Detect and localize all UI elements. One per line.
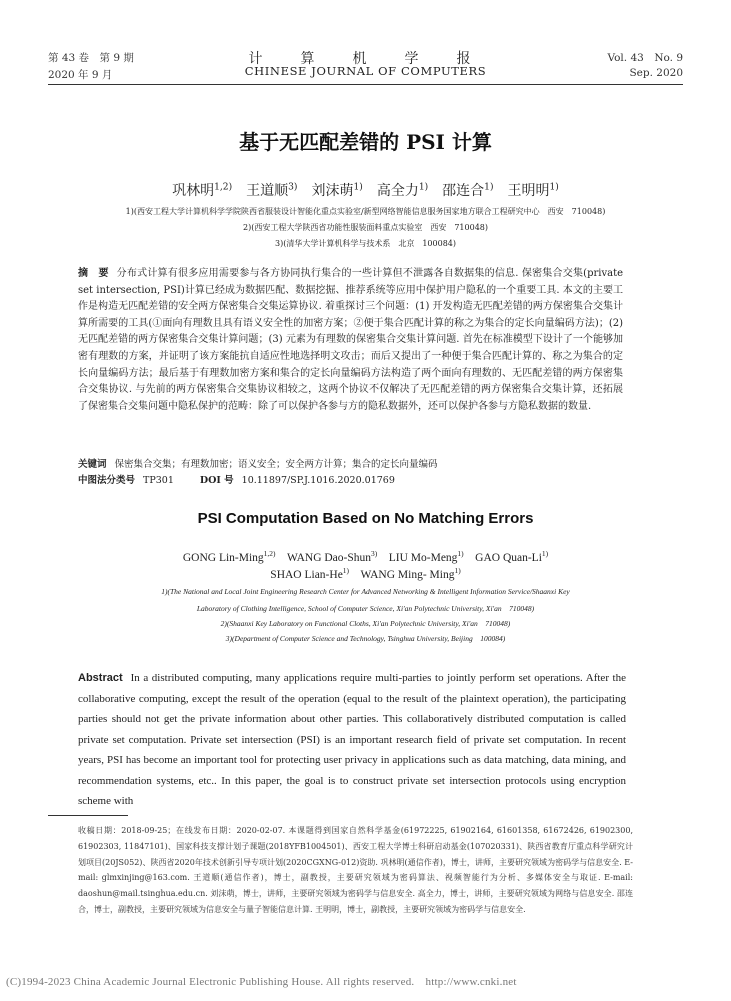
header-rule — [48, 84, 683, 85]
date-en: Sep. 2020 — [629, 67, 683, 79]
journal-title-cn: 计 算 机 学 报 — [248, 51, 483, 67]
volume-en: Vol. 43 No. 9 — [607, 52, 683, 64]
affiliation-en-2: 2)(Shaanxi Key Laboratory on Functional Cloths, Xi'an Polytechnic University, Xi'an 710048) — [220, 619, 511, 628]
abstract-cn-label: 摘 要 — [78, 268, 109, 279]
affiliation-cn-1: 1)(西安工程大学计算机科学学院陕西省服装设计智能化重点实验室/新型网络智能信息服务国家地方联合工程研究中心 西安 710048) — [125, 207, 606, 216]
authors-en-line2: SHAO Lian-He$^{1)}$ WANG Ming- Ming$^{1)}$ — [270, 566, 461, 581]
keywords-text: 保密集合交集；有理数加密；语义安全；安全两方计算；集合的定长向量编码 — [114, 459, 438, 470]
affiliation-en-3: 3)(Department of Computer Science and Technology, Tsinghua University, Beijing 100084) — [225, 634, 506, 643]
abstract-en-label: Abstract — [78, 672, 123, 684]
abstract-cn-text: 分布式计算有很多应用需要参与各方协同执行集合的一些计算但不泄露各自数据集的信息. 保密集合交集(private set intersection, PSI)计算已经成为数据匹配、数据挖掘、推荐系统等应用中保护用户隐私的一个重要工具. 本文的主要工作是构造无匹配差错的安全两方保密集合交集运算协议. 着重探讨三个问题：(1) 开发构造无匹配差错的两方保密集合交集计算所需要的工具(①面向有理数且具有语义安全性的加密方案；②便于集合匹配计算的称之为集合的定长向量编码方法)；(2) 无匹配差错的两方保密集合交集计算问题；(3) 元素为有理数的保密集合交集计算问题. 首先在标准模型下设计了一个能够加密有理数的方案，并证明了该方案能抗自适应性地选择明文攻击；而后又提出了一种便于集合匹配计算的、称之为集合的定长向量编码方法；最后基于有理数加密方案和集合的定长向量编码方法构造了两个面向有理数的、无匹配差错的两方保密集合交集协议. 与先前的两方保密集合交集协议相较之，这两个协议不仅解决了无匹配差错的两方保密集合交集计算，还拓展了保密集合交集问题中隐私保护的范畴：除了可以保护各参与方的隐私数据外，还可以保护各参与方隐私数据的数量. — [78, 268, 624, 412]
affiliation-en-1b: Laboratory of Clothing Intelligence, School of Computer Science, Xi'an Polytechnic University, Xi'an 710048) — [196, 604, 535, 613]
abstract-en — [78, 668, 626, 812]
volume-cn: 第 43 卷 第 9 期 — [48, 52, 134, 64]
clc-label: 中图法分类号 — [78, 475, 136, 486]
footnote: 收稿日期：2018-09-25；在线发布日期：2020-02-07. 本课题得到国家自然科学基金(61972225, 61902164, 61601358, 61672426, 61902300, 61902303, 11847101)、国家科技支撑计划子课题(2018YFB1004501)、西安工程大学博士科研启动基金(107020331)、陕西省教育厅重点科学研究计划项目(20JS052)、陕西省2020年技术创新引导专项计划(2020CGXNG-012)资助. 巩林明(通信作者)，博士，讲师，主要研究领域为密码学与信息安全. E-mail: glmxinjing@163.com. 王道顺(通信作者)，博士，副教授，主要研究领域为密码算法、视频智能行为分析、多媒体安全与取证. E-mail: daoshun@mail.tsinghua.edu.cn. 刘沫萌，博士，讲师，主要研究领域为密码学与信息安全. 高全力，博士，讲师，主要研究领域为网络与信息安全. 邵连合，博士，副教授，主要研究领域为信息安全与量子智能信息计算. 王明明，博士，副教授，主要研究领域为密码学与信息安全. — [78, 826, 633, 914]
journal-title-en: CHINESE JOURNAL OF COMPUTERS — [244, 64, 487, 78]
paper-title-en: PSI Computation Based on No Matching Errors — [197, 510, 534, 527]
affiliation-cn-3: 3)(清华大学计算机科学与技术系 北京 100084) — [275, 239, 456, 248]
authors-cn: 巩林明$^{1,2)}$ 王道顺$^{3)}$ 刘沫萌$^{1)}$ 高全力$^{1)}$ 邵连合$^{1)}$ 王明明$^{1)}$ — [172, 182, 559, 199]
affiliation-cn-2: 2)(西安工程大学陕西省功能性服装面料重点实验室 西安 710048) — [243, 223, 488, 232]
abstract-cn — [78, 266, 623, 415]
keywords-label: 关键词 — [78, 459, 107, 470]
abstract-en-text: In a distributed computing, many applications require multi-parties to jointly perform set operations. After the collaborative computing, except the result of the operation (equal to the result of the plaintext operation), the participating parties should not get the private information about other parties. This collaboratively distributed computation is called private set computation. Private set intersection (PSI) is an important research field of private set computation. In recent years, PSI has become an important tool for protecting user privacy in applications such as data matching, data mining, and recommendation systems, etc.. In this paper, the goal is to construct private set intersection protocols using encryption scheme with — [78, 672, 626, 807]
doi-value: 10.11897/SP.J.1016.2020.01769 — [241, 475, 395, 486]
clc-value: TP301 — [143, 475, 174, 486]
doi-label: DOI 号 — [199, 475, 234, 486]
authors-en-line1: GONG Lin-Ming$^{1,2)}$ WANG Dao-Shun$^{3)}$ LIU Mo-Meng$^{1)}$ GAO Quan-Li$^{1)}$ — [182, 549, 549, 564]
affiliation-en-1: 1)(The National and Local Joint Engineering Research Center for Advanced Networking & Intelligent Information Service/Shaanxi Key — [161, 587, 570, 596]
date-cn: 2020 年 9 月 — [48, 69, 113, 81]
keywords-cn — [78, 457, 623, 473]
classification — [78, 473, 623, 489]
paper-title-cn: 基于无匹配差错的 PSI 计算 — [239, 130, 492, 154]
copyright-line: (C)1994-2023 China Academic Journal Electronic Publishing House. All rights reserved. http://www.cnki.net — [6, 976, 517, 988]
footnote-rule — [48, 815, 128, 816]
